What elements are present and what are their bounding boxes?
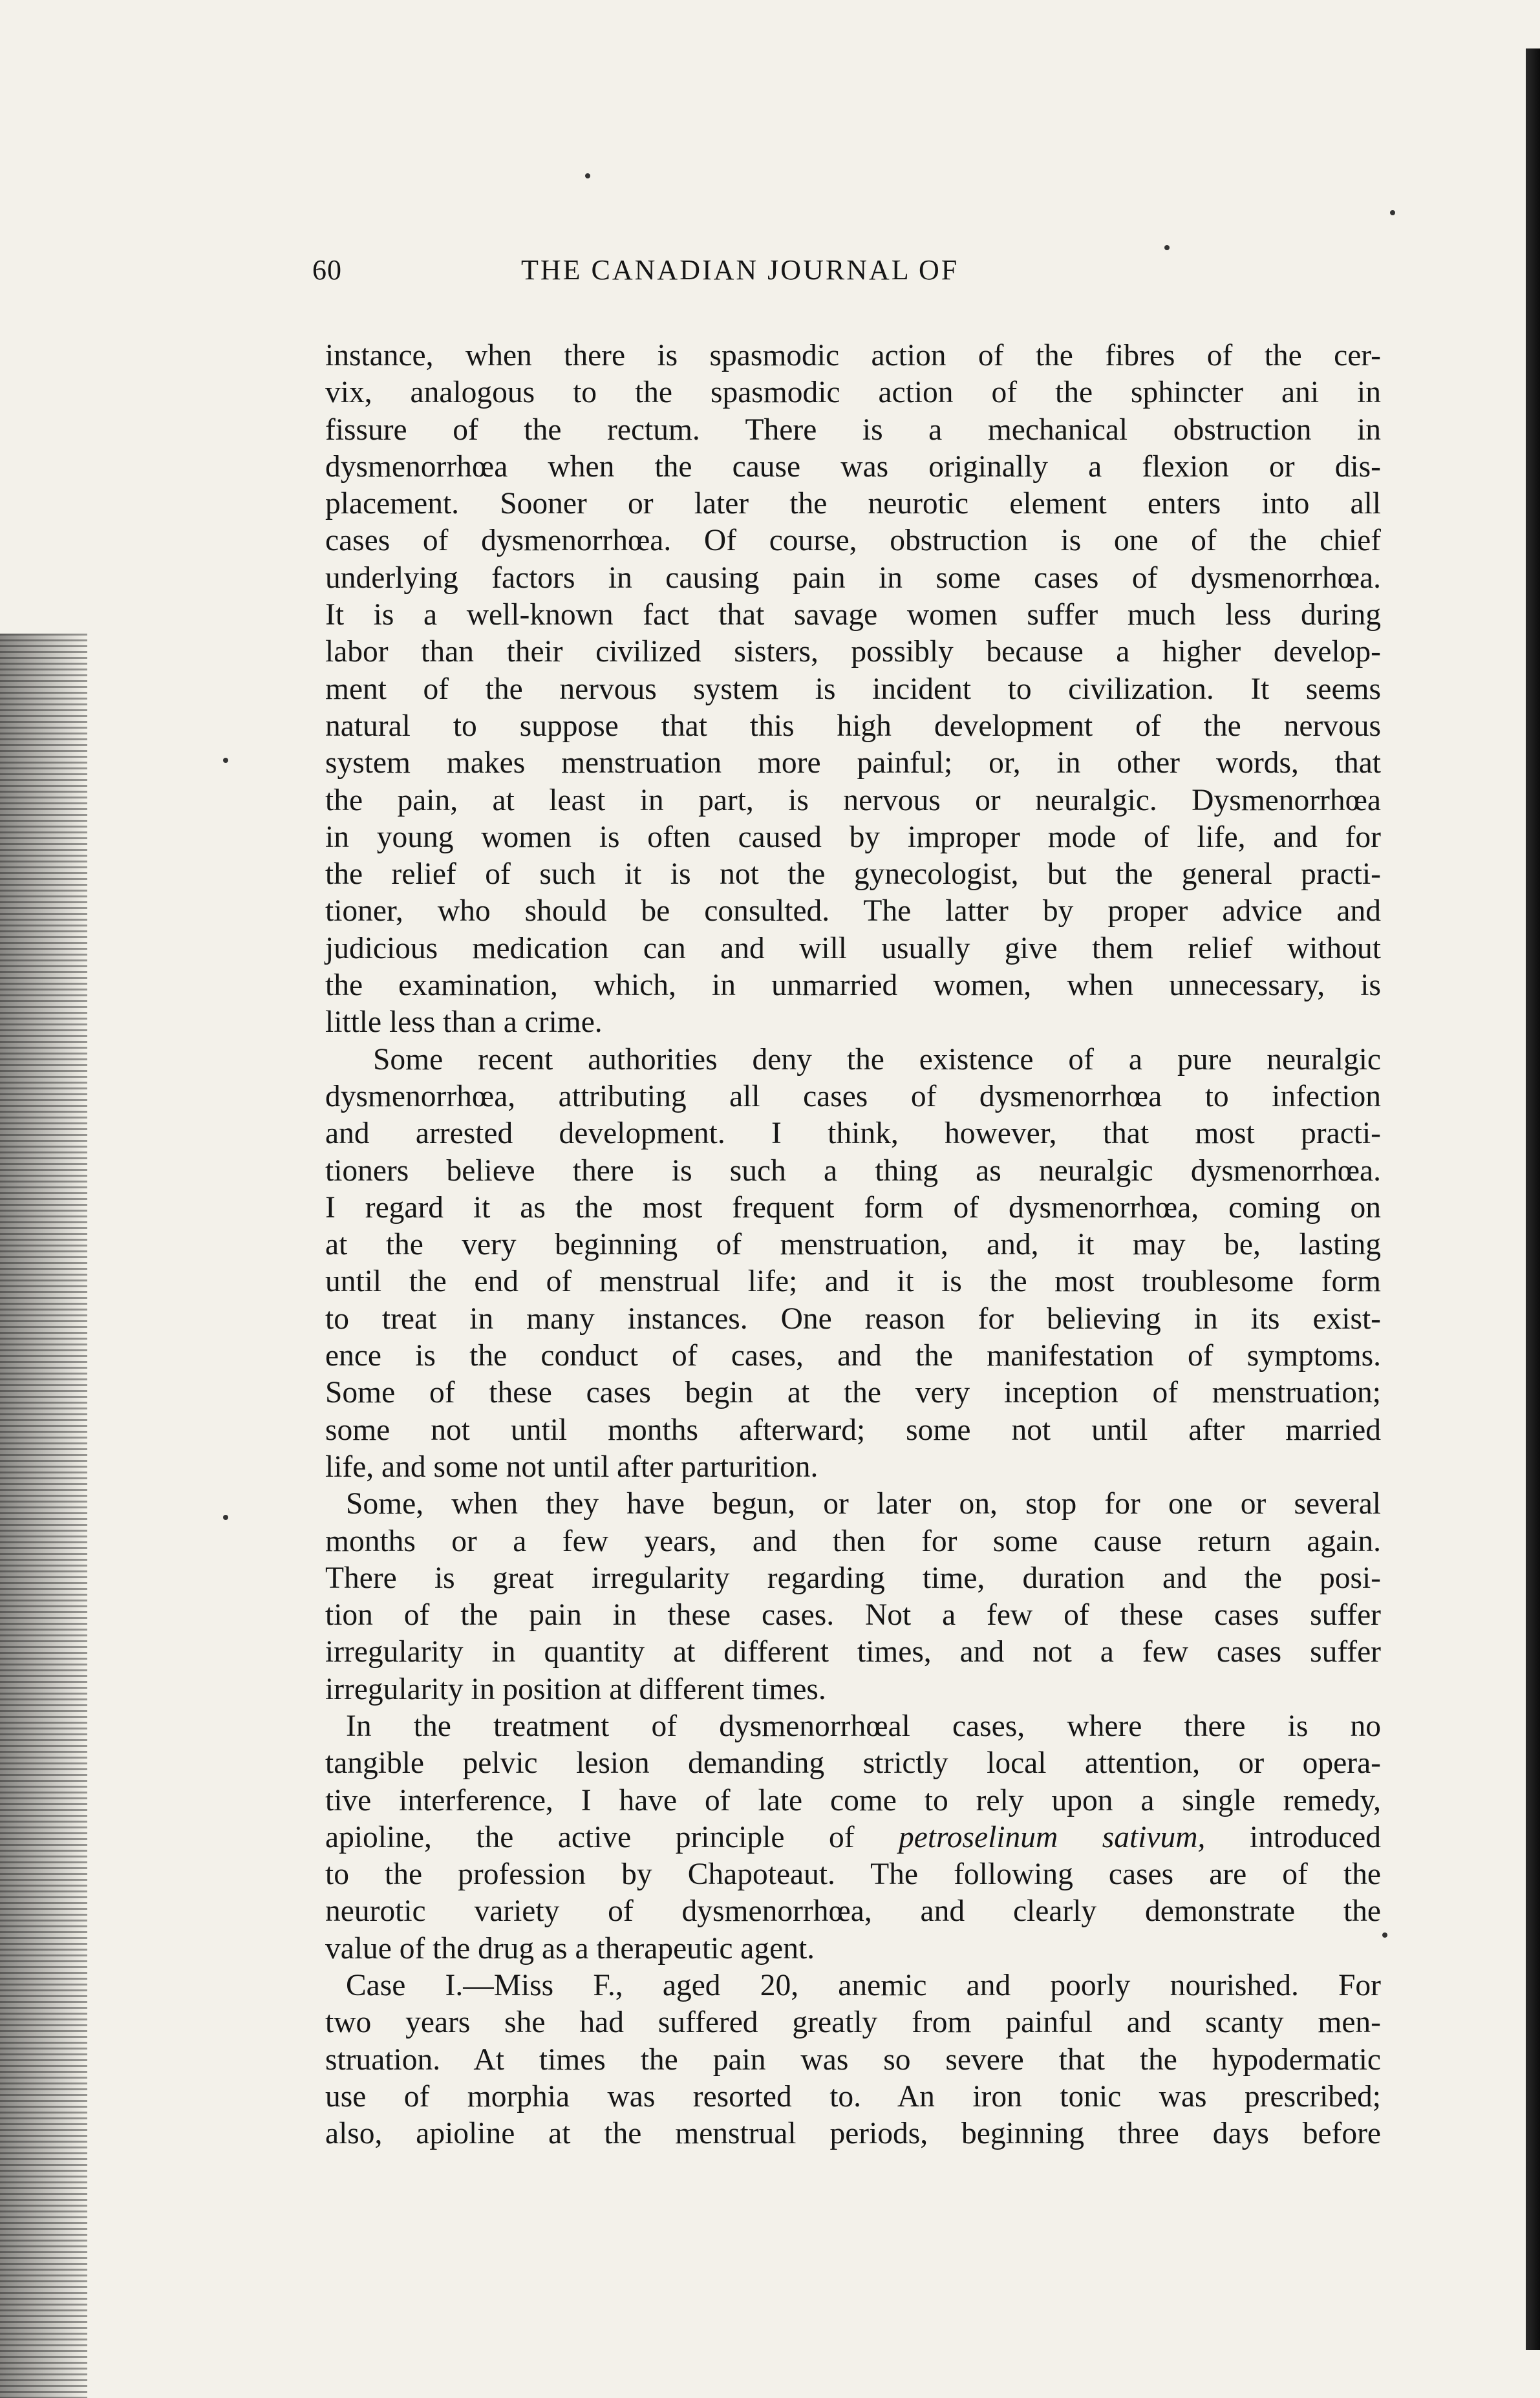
text-line: In the treatment of dysmenorrhœal cases, where there is no [346,1709,1381,1743]
text-fragment: introduced [1249,1820,1381,1854]
text-line: instance, when there is spasmodic action of the fibres of the cer- [325,339,1381,372]
text-line: cases of dysmenorrhœa. Of course, obstruction is one of the chief [325,524,1381,558]
text-line [325,1819,1381,1856]
page-number: 60 [312,254,342,286]
text-line: Some, when they have begun, or later on, stop for one or several [346,1487,1381,1521]
text-line: Case I.—Miss F., aged 20, anemic and poorly nourished. For [346,1969,1381,2003]
text-line: until the end of menstrual life; and it is the most troublesome form [325,1265,1381,1299]
text-line: tioners believe there is such a thing as neuralgic dysmenorrhœa. [325,1153,1381,1188]
text-line: the pain, at least in part, is nervous or neuralgic. Dysmenorrhœa [325,783,1381,817]
text-line: tion of the pain in these cases. Not a few of these cases suffer [325,1598,1381,1633]
text-line: vix, analogous to the spasmodic action of the sphincter ani in [325,376,1381,410]
print-speck [1390,210,1395,215]
text-line: the relief of such it is not the gynecologist, but the general practi- [325,857,1381,892]
text-line: natural to suppose that this high development of the nervous [325,709,1381,743]
botanical-name: petroselinum sativum, [899,1820,1206,1854]
text-line: irregularity in quantity at different times, and not a few cases suffer [325,1635,1381,1669]
text-line: to treat in many instances. One reason for believing in its exist- [325,1301,1381,1336]
text-line: Some recent authorities deny the existence of a pure neuralgic [373,1042,1381,1076]
text-line: the examination, which, in unmarried women, when unnecessary, is [325,969,1381,1003]
journal-title: THE CANADIAN JOURNAL OF [521,254,959,286]
text-line: placement. Sooner or later the neurotic element enters into all [325,487,1381,521]
text-line: in young women is often caused by improper mode of life, and for [325,820,1381,854]
text-line: I regard it as the most frequent form of dysmenorrhœa, coming on [325,1190,1381,1225]
text-line: value of the drug as a therapeutic agent. [325,1931,815,1965]
text-line: tangible pelvic lesion demanding strictly local attention, or opera- [325,1746,1381,1781]
text-line: It is a well-known fact that savage women suffer much less during [325,598,1381,632]
text-line: and arrested development. I think, however, that most practi- [325,1117,1381,1151]
article-body [325,337,1381,2153]
text-line: life, and some not until after parturition. [325,1450,818,1484]
text-line: dysmenorrhœa, attributing all cases of dysmenorrhœa to infection [325,1079,1381,1113]
print-speck [585,173,590,178]
text-line: little less than a crime. [325,1005,603,1040]
text-line: fissure of the rectum. There is a mechanical obstruction in [325,412,1381,447]
page-edge-shadow-right [1526,48,1540,2350]
text-line: There is great irregularity regarding time, duration and the posi- [325,1561,1381,1595]
text-line: two years she had suffered greatly from painful and scanty men- [325,2006,1381,2040]
text-line: Some of these cases begin at the very inception of menstruation; [325,1376,1381,1410]
print-speck [1164,245,1170,250]
text-line: use of morphia was resorted to. An iron tonic was prescribed; [325,2079,1381,2114]
text-line: dysmenorrhœa when the cause was originally a flexion or dis- [325,449,1381,484]
text-line: irregularity in position at different times. [325,1672,826,1706]
text-line: struation. At times the pain was so severe that the hypodermatic [325,2042,1381,2077]
text-line: ment of the nervous system is incident to civilization. It seems [325,672,1381,706]
text-line: also, apioline at the menstrual periods, beginning three days before [325,2117,1381,2151]
text-line: to the profession by Chapoteaut. The following cases are of the [325,1857,1381,1892]
print-speck [223,1515,228,1520]
text-line: neurotic variety of dysmenorrhœa, and clearly demonstrate the [325,1894,1381,1929]
text-line: months or a few years, and then for some cause return again. [325,1524,1381,1558]
page-edge-shadow-left [0,634,87,2398]
text-line: ence is the conduct of cases, and the manifestation of symptoms. [325,1339,1381,1373]
text-line: labor than their civilized sisters, possibly because a higher develop- [325,635,1381,669]
print-speck [223,758,228,763]
text-line: system makes menstruation more painful; or, in other words, that [325,746,1381,780]
text-fragment: apioline, the active principle of [325,1820,855,1854]
text-line: at the very beginning of menstruation, and, it may be, lasting [325,1228,1381,1262]
running-head [312,253,1172,299]
text-line: tive interference, I have of late come to rely upon a single remedy, [325,1783,1381,1817]
text-line: judicious medication can and will usually give them relief without [325,931,1381,965]
text-line: some not until months afterward; some not until after married [325,1413,1381,1447]
print-speck [1382,1932,1387,1938]
text-line: tioner, who should be consulted. The latter by proper advice and [325,894,1381,928]
text-line: underlying factors in causing pain in some cases of dysmenorrhœa. [325,561,1381,595]
